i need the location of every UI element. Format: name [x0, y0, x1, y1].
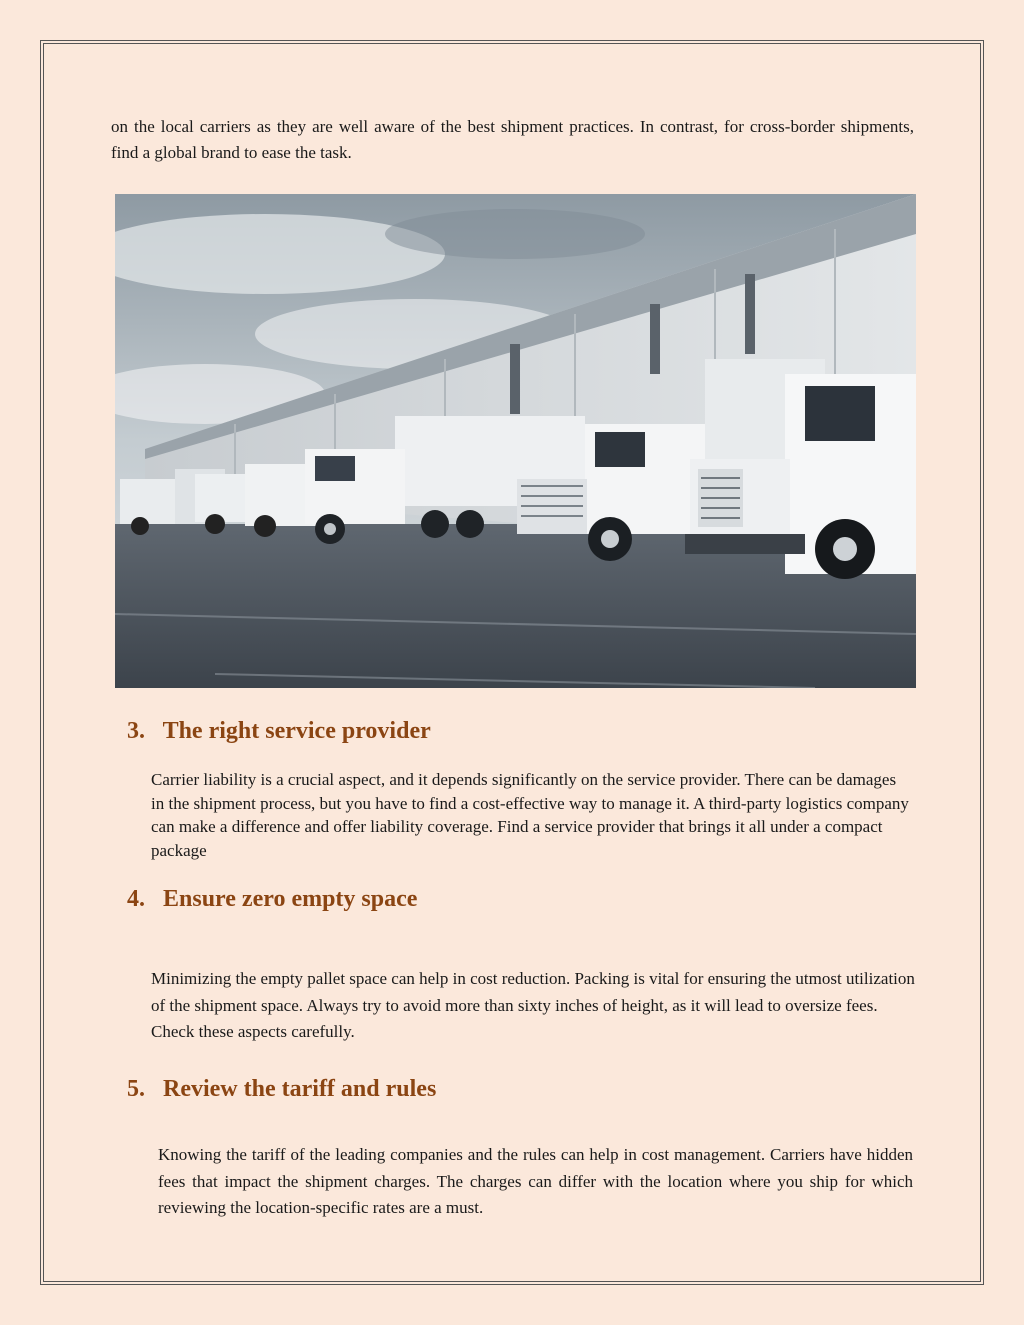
section-5-number: 5.	[127, 1076, 145, 1102]
section-4-heading	[127, 884, 417, 914]
trucks-at-warehouse-photo	[115, 194, 916, 688]
section-3-title: The right service provider	[162, 718, 431, 744]
section-3-heading	[127, 716, 431, 746]
section-4-number: 4.	[127, 886, 145, 912]
section-3-body: Carrier liability is a crucial aspect, and it depends significantly on the service provider. There can be damages in the shipment process, but you have to find a cost-effective way to manage it. A third-party logistics company can make a difference and offer liability coverage. Find a service provider that brings it all under a compact package	[151, 770, 909, 860]
section-5-body: Knowing the tariff of the leading companies and the rules can help in cost management. Carriers have hidden fees that impact the shipment charges. The charges can differ with the location where you ship for which reviewing the location-specific rates are a must.	[158, 1145, 913, 1217]
section-5-title: Review the tariff and rules	[163, 1076, 437, 1102]
intro-paragraph: on the local carriers as they are well aware of the best shipment practices. In contrast, for cross-border shipments, find a global brand to ease the task.	[111, 117, 914, 162]
section-5-heading	[127, 1074, 436, 1104]
section-3-number: 3.	[127, 718, 145, 744]
section-4-body: Minimizing the empty pallet space can help in cost reduction. Packing is vital for ensuring the utmost utilization of the shipment space. Always try to avoid more than sixty inches of height, as it will lead to oversize fees. Check these aspects carefully.	[151, 969, 915, 1041]
section-4-title: Ensure zero empty space	[163, 886, 418, 912]
